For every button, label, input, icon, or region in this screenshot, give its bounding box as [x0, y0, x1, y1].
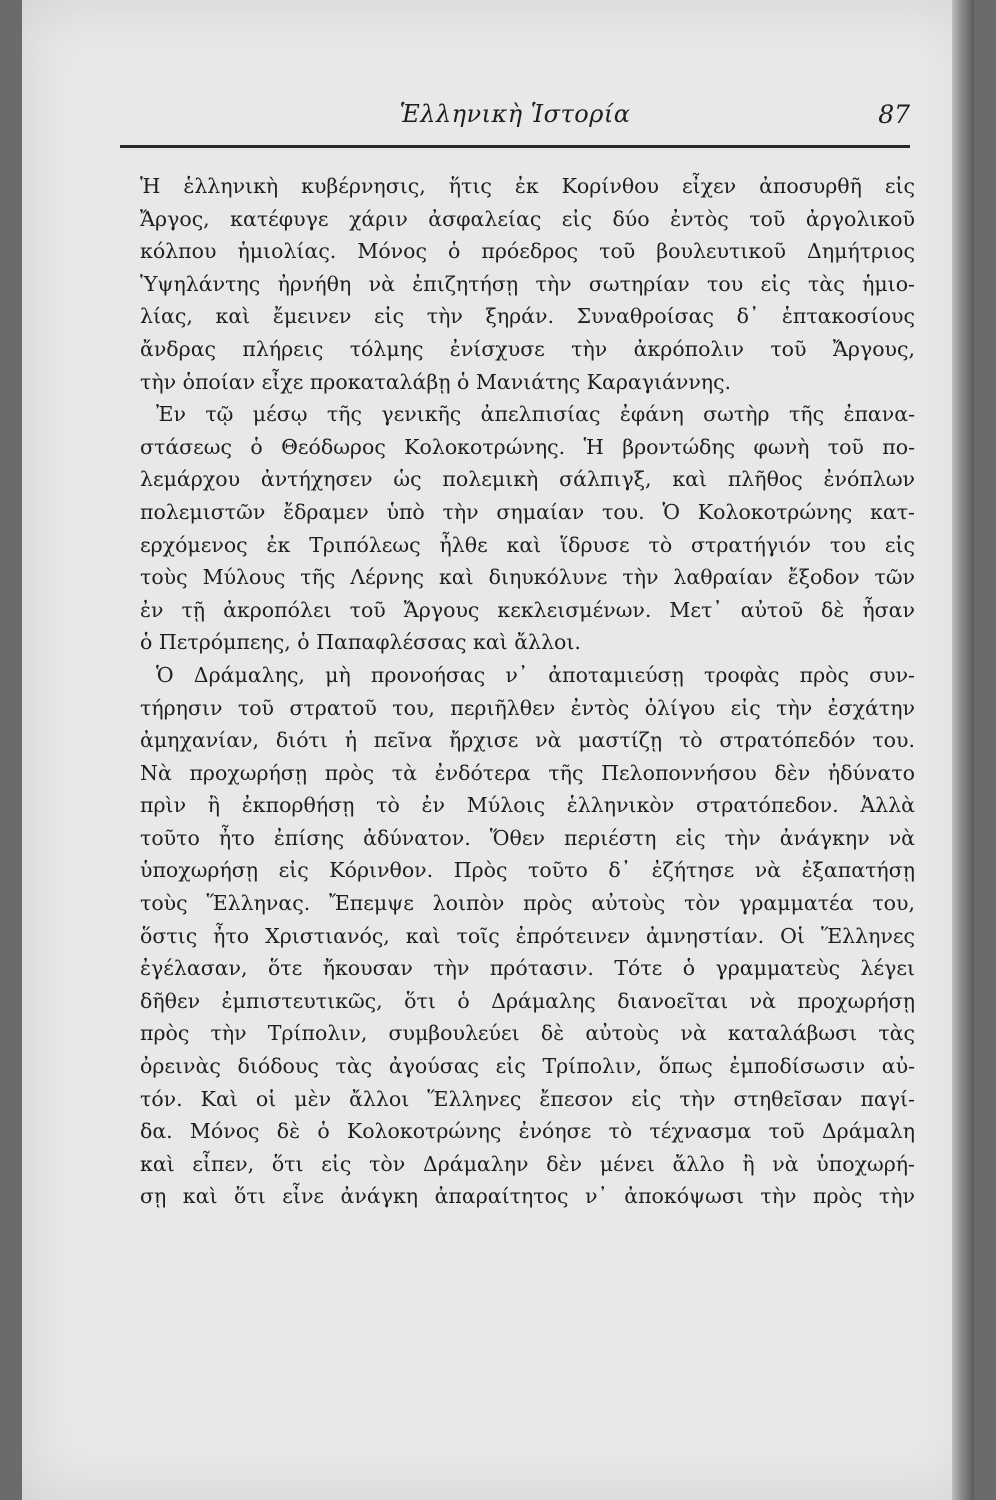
text-line: ἐγέλασαν, ὅτε ἤκουσαν τὴν πρότασιν. Τότε ὁ γραμματεὺς λέγει [140, 956, 915, 981]
running-title: Ἑλληνικὴ Ἱστορία [399, 100, 631, 128]
text-line: Νὰ προχωρήσῃ πρὸς τὰ ἐνδότερα τῆς Πελοποννήσου δὲν ἠδύνατο [140, 760, 915, 785]
book-page [22, 0, 974, 1500]
page-edge [952, 0, 974, 1500]
text-line: ἀμηχανίαν, διότι ἡ πεῖνα ἤρχισε νὰ μαστίζῃ τὸ στρατόπεδόν του. [140, 728, 915, 753]
text-line: Ἄργος, κατέφυγε χάριν ἀσφαλείας εἰς δύο ἐντὸς τοῦ ἀργολικοῦ [140, 206, 915, 231]
text-line: δα. Μόνος δὲ ὁ Κολοκοτρώνης ἐνόησε τὸ τέχνασμα τοῦ Δράμαλη [140, 1119, 915, 1144]
text-line: ὅστις ἦτο Χριστιανός, καὶ τοῖς ἐπρότεινεν ἀμνηστίαν. Οἱ Ἕλληνες [140, 923, 915, 948]
text-line: τήρησιν τοῦ στρατοῦ του, περιῆλθεν ἐντὸς ὀλίγου εἰς τὴν ἐσχάτην [140, 695, 915, 720]
text-line: τοὺς Ἕλληνας. Ἔπεμψε λοιπὸν πρὸς αὐτοὺς τὸν γραμματέα του, [140, 891, 915, 916]
text-line: σῃ καὶ ὅτι εἶνε ἀνάγκη ἀπαραίτητος ν᾽ ἀποκόψωσι τὴν πρὸς τὴν [140, 1184, 915, 1209]
text-line: Ὁ Δράμαλης, μὴ προνοήσας ν᾽ ἀποταμιεύσῃ τροφὰς πρὸς συν- [156, 662, 915, 687]
text-line: τὴν ὁποίαν εἶχε προκαταλάβῃ ὁ Μανιάτης Καραγιάννης. [140, 369, 732, 394]
text-line: πολεμιστῶν ἔδραμεν ὑπὸ τὴν σημαίαν του. Ὁ Κολοκοτρώνης κατ- [140, 499, 915, 524]
text-line: λίας, καὶ ἔμεινεν εἰς τὴν ξηράν. Συναθροίσας δ᾽ ἑπτακοσίους [140, 304, 915, 329]
text-line: λεμάρχου ἀντήχησεν ὡς πολεμικὴ σάλπιγξ, καὶ πλῆθος ἐνόπλων [140, 467, 915, 492]
text-line: καὶ εἶπεν, ὅτι εἰς τὸν Δράμαλην δὲν μένει ἄλλο ἢ νὰ ὑποχωρή- [140, 1151, 915, 1176]
text-line: τοὺς Μύλους τῆς Λέρνης καὶ διηυκόλυνε τὴν λαθραίαν ἔξοδον τῶν [140, 565, 915, 590]
text-line: τόν. Καὶ οἱ μὲν ἄλλοι Ἕλληνες ἔπεσον εἰς τὴν στηθεῖσαν παγί- [140, 1086, 915, 1111]
text-line: στάσεως ὁ Θεόδωρος Κολοκοτρώνης. Ἡ βροντώδης φωνὴ τοῦ πο- [140, 434, 915, 459]
text-line: ἐν τῇ ἀκροπόλει τοῦ Ἄργους κεκλεισμένων. Μετ᾽ αὐτοῦ δὲ ἦσαν [140, 597, 915, 622]
header-rule [120, 145, 910, 148]
text-line: Ἡ ἑλληνικὴ κυβέρνησις, ἥτις ἐκ Κορίνθου εἶχεν ἀποσυρθῆ εἰς [140, 174, 915, 198]
text-line: ὑποχωρήσῃ εἰς Κόρινθον. Πρὸς τοῦτο δ᾽ ἐζήτησε νὰ ἐξαπατήσῃ [140, 858, 915, 883]
text-line: τοῦτο ἦτο ἐπίσης ἀδύνατον. Ὅθεν περιέστη εἰς τὴν ἀνάγκην νὰ [140, 825, 915, 850]
text-line: κόλπου ἡμιολίας. Μόνος ὁ πρόεδρος τοῦ βουλευτικοῦ Δημήτριος [140, 239, 915, 264]
text-line: ὀρεινὰς διόδους τὰς ἀγούσας εἰς Τρίπολιν, ὅπως ἐμποδίσωσιν αὐ- [140, 1054, 915, 1079]
text-line: ερχόμενος ἐκ Τριπόλεως ἦλθε καὶ ἵδρυσε τὸ στρατήγιόν του εἰς [140, 532, 915, 557]
text-line: πρὶν ἢ ἐκπορθήσῃ τὸ ἐν Μύλοις ἑλληνικὸν στρατόπεδον. Ἀλλὰ [140, 793, 915, 818]
text-line: Ἐν τῷ μέσῳ τῆς γενικῆς ἀπελπισίας ἐφάνη σωτὴρ τῆς ἐπανα- [156, 402, 915, 427]
running-header [120, 100, 910, 140]
text-line: ἄνδρας πλήρεις τόλμης ἐνίσχυσε τὴν ἀκρόπολιν τοῦ Ἄργους, [140, 336, 915, 361]
text-line: πρὸς τὴν Τρίπολιν, συμβουλεύει δὲ αὐτοὺς νὰ καταλάβωσι τὰς [140, 1021, 915, 1046]
page-number: 87 [878, 100, 910, 129]
text-line: δῆθεν ἐμπιστευτικῶς, ὅτι ὁ Δράμαλης διανοεῖται νὰ προχωρήσῃ [140, 988, 915, 1013]
text-line: ὁ Πετρόμπεης, ὁ Παπαφλέσσας καὶ ἄλλοι. [140, 630, 581, 655]
text-line: Ὑψηλάντης ἠρνήθη νὰ ἐπιζητήσῃ τὴν σωτηρίαν του εἰς τὰς ἡμιο- [140, 271, 915, 296]
body-text [140, 170, 915, 1213]
